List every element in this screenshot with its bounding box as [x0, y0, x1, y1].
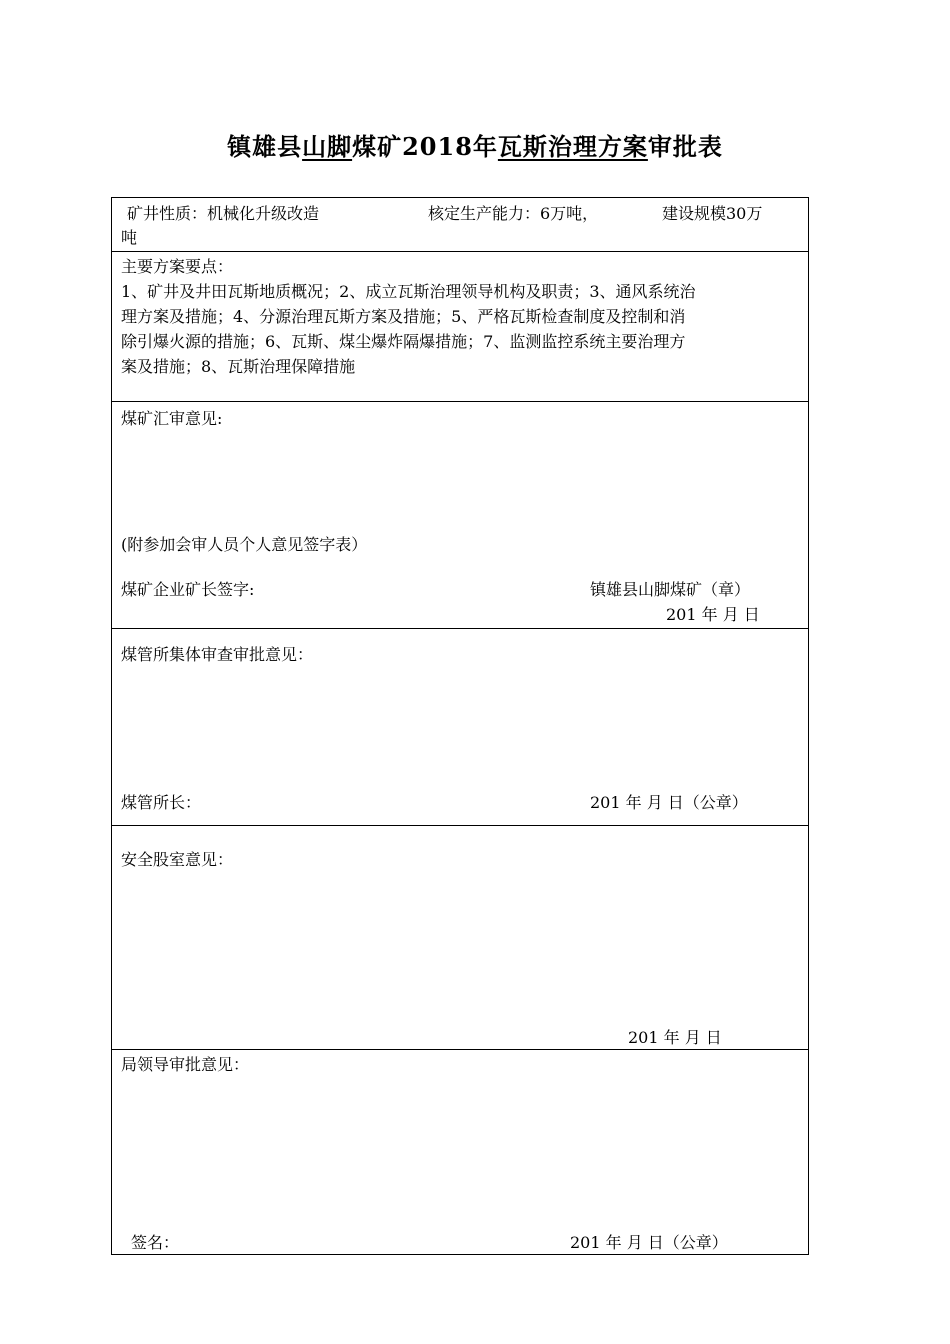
coal-bureau-review-label: 煤管所集体审查审批意见： — [121, 645, 314, 664]
mine-review-date: 201 年 月 日 — [666, 605, 760, 624]
title-mine-name: 山脚 — [302, 132, 353, 161]
safety-section-date: 201 年 月 日 — [628, 1028, 722, 1047]
bureau-leader-label: 局领导审批意见： — [121, 1055, 250, 1074]
document-title — [0, 127, 950, 167]
mine-review-label: 煤矿汇审意见: — [121, 409, 223, 428]
safety-section-label: 安全股室意见： — [121, 850, 234, 869]
mine-nature: 矿井性质：机械化升级改造 — [127, 204, 320, 223]
mine-director-signature: 煤矿企业矿长签字: — [121, 580, 255, 599]
coal-bureau-review-row — [112, 629, 808, 826]
bureau-leader-row — [112, 1050, 808, 1254]
plan-points-label: 主要方案要点： — [121, 257, 234, 276]
bureau-leader-date: 201 年 月 日（公章） — [570, 1233, 728, 1252]
plan-points-line: 案及措施；8、瓦斯治理保障措施 — [121, 357, 356, 376]
plan-points-text — [121, 279, 696, 379]
plan-points-line: 除引爆火源的措施；6、瓦斯、煤尘爆炸隔爆措施；7、监测监控系统主要治理方 — [121, 332, 686, 351]
plan-points-row — [112, 252, 808, 402]
plan-points-line: 理方案及措施；4、分源治理瓦斯方案及措施；5、严格瓦斯检查制度及控制和消 — [121, 307, 686, 326]
title-county: 镇雄县 — [227, 132, 303, 161]
construction-scale: 建设规模30万 — [662, 204, 763, 223]
mine-seal: 镇雄县山脚煤矿（章） — [590, 580, 751, 599]
mine-review-row — [112, 402, 808, 629]
title-year: 煤矿2018年 — [352, 132, 498, 161]
approved-capacity: 核定生产能力：6万吨， — [428, 204, 599, 223]
title-suffix: 审批表 — [647, 132, 723, 161]
approval-form-table — [111, 197, 809, 1255]
attachment-note: (附参加会审人员个人意见签字表） — [121, 535, 368, 554]
plan-points-line: 1、矿井及井田瓦斯地质概况；2、成立瓦斯治理领导机构及职责；3、通风系统治 — [121, 282, 696, 301]
title-subject: 瓦斯治理方案 — [497, 132, 648, 161]
construction-scale-unit: 吨 — [121, 228, 138, 247]
coal-bureau-date: 201 年 月 日（公章） — [590, 793, 748, 812]
safety-section-row — [112, 826, 808, 1050]
bureau-leader-signature: 签名： — [131, 1233, 180, 1252]
coal-bureau-director: 煤管所长： — [121, 793, 202, 812]
mine-info-row — [112, 198, 808, 252]
